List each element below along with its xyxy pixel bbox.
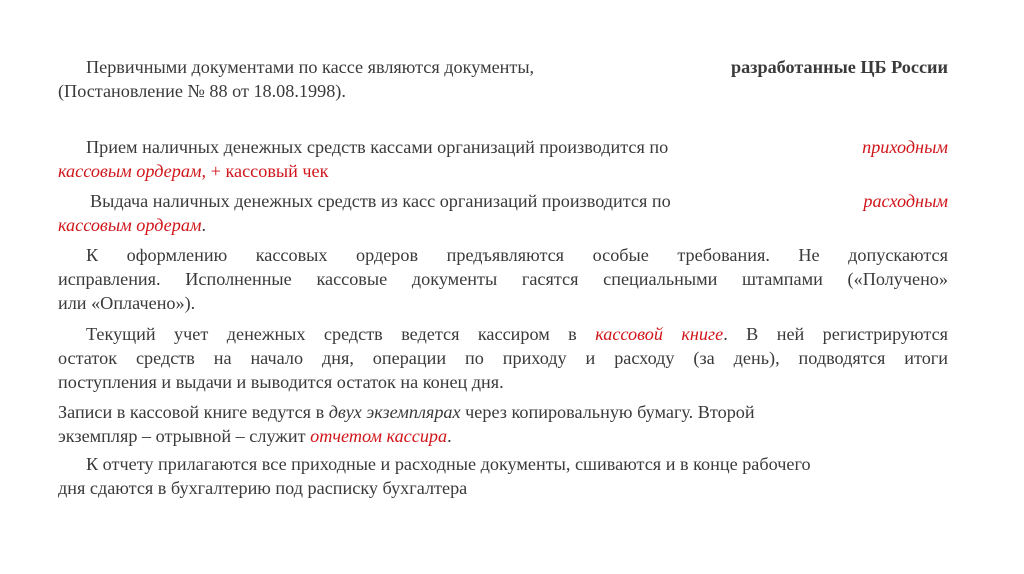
cash-book-text-3: остаток средств на начало дня, операции по приходу и расходу (за день), подводятся итоги: [58, 348, 948, 368]
report-attachments-text-1: К отчету прилагаются все приходные и расходные документы, сшиваются и в конце рабочего: [86, 454, 811, 474]
cash-check-term: + кассовый чек: [210, 161, 329, 181]
tear-off-copy-text: экземпляр – отрывной – служит: [58, 426, 306, 446]
requirements-text-1: К оформлению кассовых ордеров предъявляются особые требования. Не допускаются: [86, 245, 948, 265]
paragraph-report-attachments: [58, 452, 948, 500]
paragraph-5-line-1: [58, 322, 948, 346]
outgoing-cash-orders-term: кассовым ордерам: [58, 215, 202, 235]
paragraph-4-line-1: [58, 243, 948, 267]
paragraph-cash-book: [58, 322, 948, 394]
paragraph-6-line-2: [58, 424, 948, 448]
primary-documents-text: Первичными документами по кассе являются документы,: [86, 57, 535, 77]
cash-book-term: кассовой книге: [595, 324, 724, 344]
paragraph-two-copies: [58, 400, 948, 448]
cashier-report-term: отчетом кассира: [310, 426, 448, 446]
cash-orders-term: кассовым ордерам,: [58, 161, 207, 181]
cash-book-text-2: . В ней регистрируются: [723, 324, 949, 344]
developed-by-cb-text: разработанные ЦБ России: [730, 57, 948, 77]
paragraph-6-line-1: [58, 400, 948, 424]
paragraph-3-line-1: [58, 189, 948, 213]
two-copies-term: двух экземплярах: [328, 402, 461, 422]
records-text: Записи в кассовой книге ведутся в: [58, 402, 325, 422]
report-attachments-text-2: дня сдаются в бухгалтерию под расписку бухгалтера: [58, 478, 468, 498]
paragraph-requirements: [58, 243, 948, 315]
cash-book-text: Текущий учет денежных средств ведется кассиром в: [86, 324, 577, 344]
requirements-text-3: или «Оплачено»).: [58, 293, 196, 313]
paragraph-2-line-1: [58, 135, 948, 159]
cash-receipt-text: Прием наличных денежных средств кассами организаций производится по: [86, 137, 669, 157]
outgoing-orders-term: расходным: [863, 191, 948, 211]
paragraph-cash-receipt: [58, 135, 948, 183]
period-2: .: [447, 426, 452, 446]
carbon-paper-text: через копировальную бумагу. Второй: [465, 402, 755, 422]
paragraph-5-line-2: [58, 346, 948, 370]
period: .: [201, 215, 207, 235]
paragraph-3-line-2: [58, 213, 948, 237]
cash-book-text-4: поступления и выдачи и выводится остаток на конец дня.: [58, 372, 504, 392]
resolution-reference: (Постановление № 88 от 18.08.1998).: [58, 81, 346, 101]
cash-issue-text: Выдача наличных денежных средств из касс организаций производится по: [90, 191, 671, 211]
requirements-text-2: исправления. Исполненные кассовые документы гасятся специальными штампами («Получено»: [58, 269, 948, 289]
paragraph-4-line-2: [58, 267, 948, 291]
paragraph-cash-issue: [58, 189, 948, 237]
paragraph-1-line-1: [58, 55, 948, 79]
paragraph-primary-documents: [58, 55, 948, 103]
incoming-orders-term: приходным: [862, 137, 948, 157]
paragraph-2-line-2: [58, 159, 948, 183]
